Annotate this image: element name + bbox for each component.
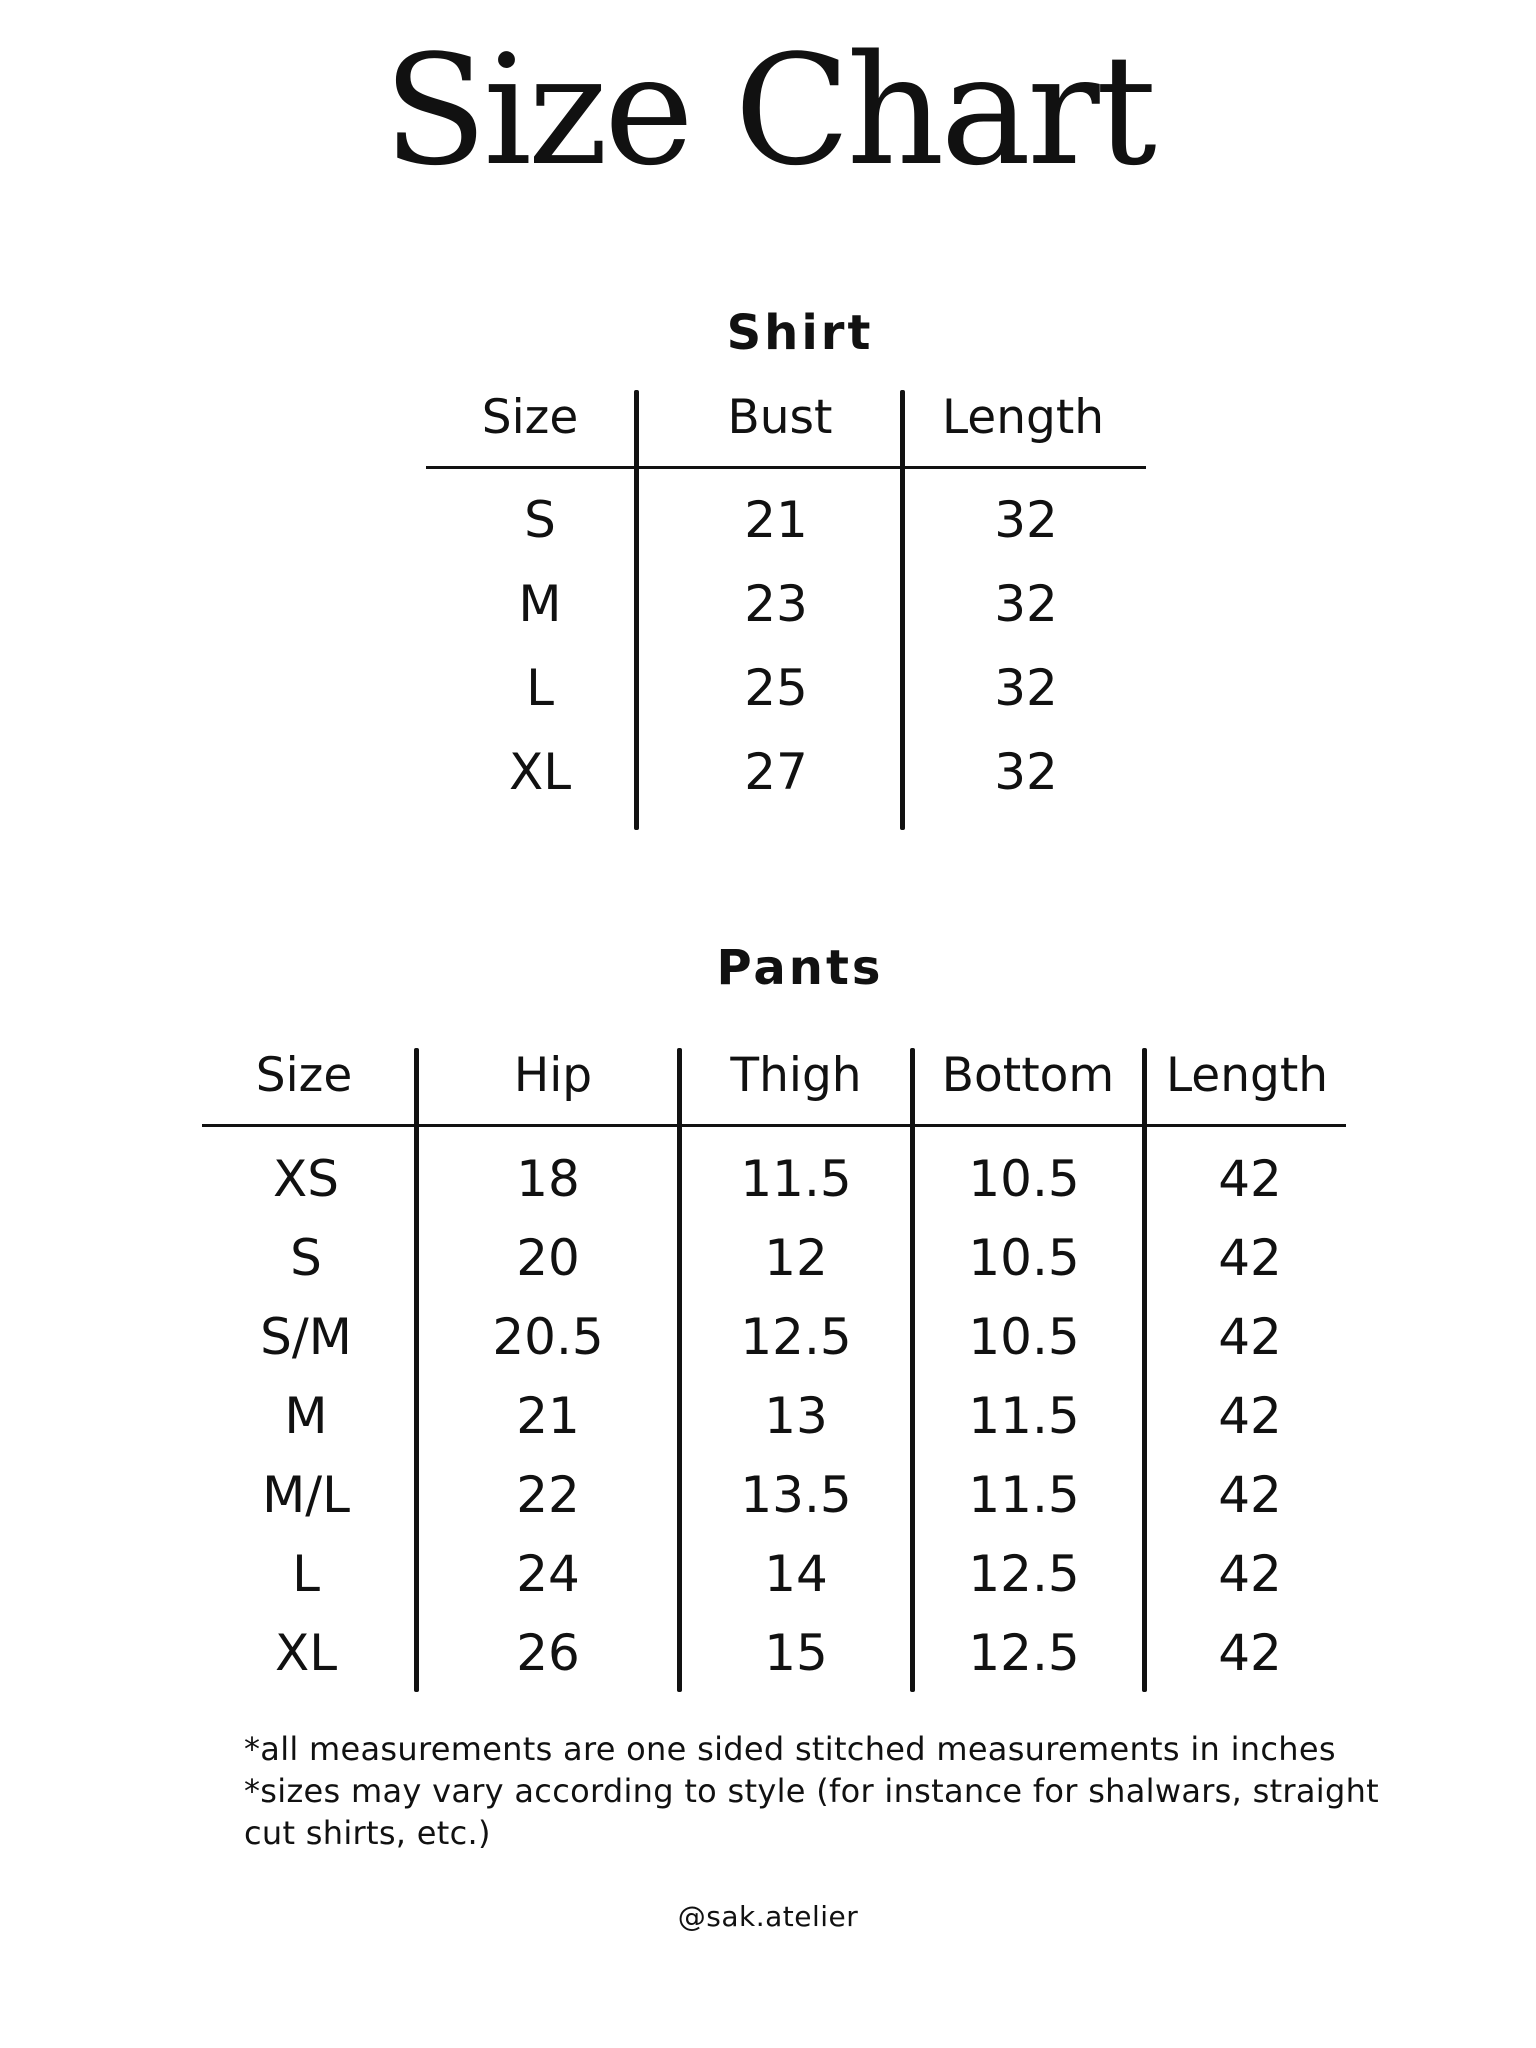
shirt-cell-length: 32 bbox=[994, 743, 1058, 801]
pants-cell-thigh: 11.5 bbox=[740, 1150, 852, 1208]
pants-cell-length: 42 bbox=[1218, 1466, 1282, 1524]
pants-cell-thigh: 15 bbox=[764, 1624, 828, 1682]
pants-cell-length: 42 bbox=[1218, 1387, 1282, 1445]
note-size-variation: *sizes may vary according to style (for instance for shalwars, straight bbox=[244, 1772, 1380, 1810]
pants-column-divider bbox=[677, 1048, 682, 1692]
pants-cell-bottom: 12.5 bbox=[968, 1624, 1080, 1682]
pants-cell-length: 42 bbox=[1218, 1545, 1282, 1603]
pants-header-hip: Hip bbox=[513, 1048, 593, 1103]
pants-cell-length: 42 bbox=[1218, 1150, 1282, 1208]
pants-cell-length: 42 bbox=[1218, 1624, 1282, 1682]
note-measurements: *all measurements are one sided stitched measurements in inches bbox=[244, 1730, 1336, 1768]
pants-cell-thigh: 12.5 bbox=[740, 1308, 852, 1366]
shirt-cell-bust: 21 bbox=[744, 491, 808, 549]
pants-cell-thigh: 12 bbox=[764, 1229, 828, 1287]
shirt-header-size: Size bbox=[481, 390, 579, 445]
pants-heading: Pants bbox=[716, 940, 884, 996]
pants-cell-size: L bbox=[292, 1545, 320, 1603]
page-title: Size Chart bbox=[383, 22, 1153, 199]
pants-cell-thigh: 13 bbox=[764, 1387, 828, 1445]
social-handle: @sak.atelier bbox=[677, 1900, 859, 1933]
shirt-cell-bust: 27 bbox=[744, 743, 808, 801]
pants-cell-hip: 26 bbox=[516, 1624, 580, 1682]
pants-cell-bottom: 11.5 bbox=[968, 1387, 1080, 1445]
pants-header-divider bbox=[202, 1124, 1346, 1127]
note-size-variation-cont: cut shirts, etc.) bbox=[244, 1814, 491, 1852]
pants-cell-thigh: 13.5 bbox=[740, 1466, 852, 1524]
pants-cell-bottom: 12.5 bbox=[968, 1545, 1080, 1603]
pants-cell-bottom: 10.5 bbox=[968, 1229, 1080, 1287]
pants-cell-size: S bbox=[290, 1229, 322, 1287]
shirt-cell-length: 32 bbox=[994, 491, 1058, 549]
pants-column-divider bbox=[414, 1048, 419, 1692]
pants-cell-size: XS bbox=[273, 1150, 339, 1208]
pants-cell-bottom: 10.5 bbox=[968, 1308, 1080, 1366]
shirt-header-divider bbox=[426, 466, 1146, 469]
pants-header-bottom: Bottom bbox=[941, 1048, 1115, 1103]
pants-cell-hip: 20 bbox=[516, 1229, 580, 1287]
pants-column-divider bbox=[1142, 1048, 1147, 1692]
shirt-cell-size: XL bbox=[508, 743, 572, 801]
pants-cell-bottom: 10.5 bbox=[968, 1150, 1080, 1208]
shirt-cell-length: 32 bbox=[994, 575, 1058, 633]
pants-cell-hip: 21 bbox=[516, 1387, 580, 1445]
shirt-header-length: Length bbox=[941, 390, 1105, 445]
shirt-cell-bust: 23 bbox=[744, 575, 808, 633]
shirt-cell-size: S bbox=[524, 491, 556, 549]
shirt-column-divider bbox=[900, 390, 905, 830]
pants-column-divider bbox=[910, 1048, 915, 1692]
pants-header-length: Length bbox=[1165, 1048, 1329, 1103]
pants-cell-size: M/L bbox=[262, 1466, 350, 1524]
shirt-cell-size: L bbox=[526, 659, 554, 717]
pants-cell-length: 42 bbox=[1218, 1308, 1282, 1366]
pants-cell-size: S/M bbox=[260, 1308, 352, 1366]
pants-cell-hip: 24 bbox=[516, 1545, 580, 1603]
pants-cell-thigh: 14 bbox=[764, 1545, 828, 1603]
shirt-cell-bust: 25 bbox=[744, 659, 808, 717]
shirt-header-bust: Bust bbox=[727, 390, 833, 445]
pants-cell-hip: 18 bbox=[516, 1150, 580, 1208]
pants-cell-hip: 22 bbox=[516, 1466, 580, 1524]
pants-cell-size: M bbox=[284, 1387, 328, 1445]
pants-cell-length: 42 bbox=[1218, 1229, 1282, 1287]
pants-cell-bottom: 11.5 bbox=[968, 1466, 1080, 1524]
shirt-cell-size: M bbox=[518, 575, 562, 633]
shirt-cell-length: 32 bbox=[994, 659, 1058, 717]
pants-cell-size: XL bbox=[274, 1624, 338, 1682]
pants-header-size: Size bbox=[255, 1048, 353, 1103]
shirt-heading: Shirt bbox=[726, 305, 874, 361]
pants-header-thigh: Thigh bbox=[730, 1048, 862, 1103]
pants-cell-hip: 20.5 bbox=[492, 1308, 604, 1366]
